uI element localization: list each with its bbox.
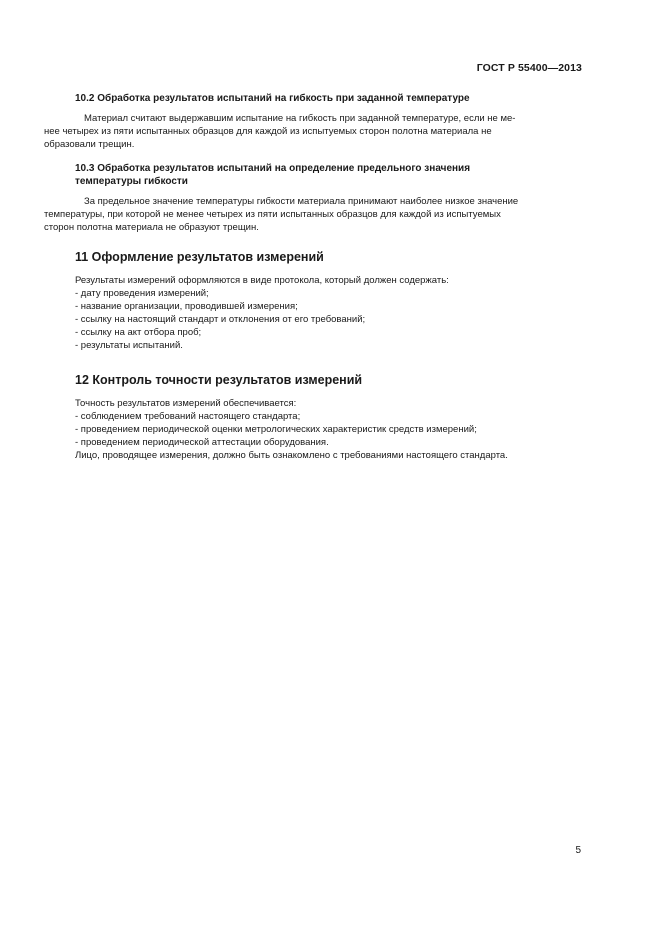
list-item: - название организации, проводившей измерения; [75, 301, 298, 312]
section-11-title: 11 Оформление результатов измерений [75, 250, 324, 264]
section-10-2-body [44, 112, 585, 151]
list-item: - проведением периодической аттестации оборудования. [75, 437, 329, 448]
page-number: 5 [575, 845, 581, 856]
list-item: - дату проведения измерений; [75, 288, 209, 299]
paragraph-line: образовали трещин. [44, 139, 135, 150]
paragraph-line: Точность результатов измерений обеспечивается: [75, 398, 297, 409]
section-12-closing [75, 449, 615, 462]
list-item: - результаты испытаний. [75, 340, 183, 351]
section-10-2-title: 10.2 Обработка результатов испытаний на гибкость при заданной температуре [75, 93, 470, 104]
paragraph-line: За предельное значение температуры гибкости материала принимают наиболее низкое значение [84, 196, 519, 207]
paragraph-line: Материал считают выдержавшим испытание на гибкость при заданной температуре, если не ме- [84, 113, 516, 124]
section-11-list [75, 287, 585, 352]
paragraph-line: Лицо, проводящее измерения, должно быть ознакомлено с требованиями настоящего стандарта. [75, 450, 508, 461]
paragraph-line: сторон полотна материала не образуют трещин. [44, 222, 259, 233]
list-item: - ссылку на акт отбора проб; [75, 327, 202, 338]
list-item: - проведением периодической оценки метрологических характеристик средств измерений; [75, 424, 477, 435]
section-10-3-title [75, 162, 585, 188]
section-12-intro [75, 397, 585, 410]
paragraph-line: Результаты измерений оформляются в виде протокола, который должен содержать: [75, 275, 449, 286]
paragraph-line: температуры, при которой не менее четырех из пяти испытанных образцов для каждой из испытуемых [44, 209, 501, 220]
section-12-list [75, 410, 585, 449]
section-12-title: 12 Контроль точности результатов измерений [75, 373, 363, 387]
section-11-intro [75, 274, 585, 287]
document-id: ГОСТ Р 55400—2013 [476, 62, 582, 74]
section-10-3-body [44, 195, 585, 234]
section-10-3-title-line: 10.3 Обработка результатов испытаний на определение предельного значения [75, 163, 471, 174]
list-item: - ссылку на настоящий стандарт и отклонения от его требований; [75, 314, 366, 325]
paragraph-line: нее четырех из пяти испытанных образцов для каждой из испытуемых сторон полотна материала не [44, 126, 492, 137]
list-item: - соблюдением требований настоящего стандарта; [75, 411, 301, 422]
section-10-3-title-line: температуры гибкости [75, 176, 188, 187]
